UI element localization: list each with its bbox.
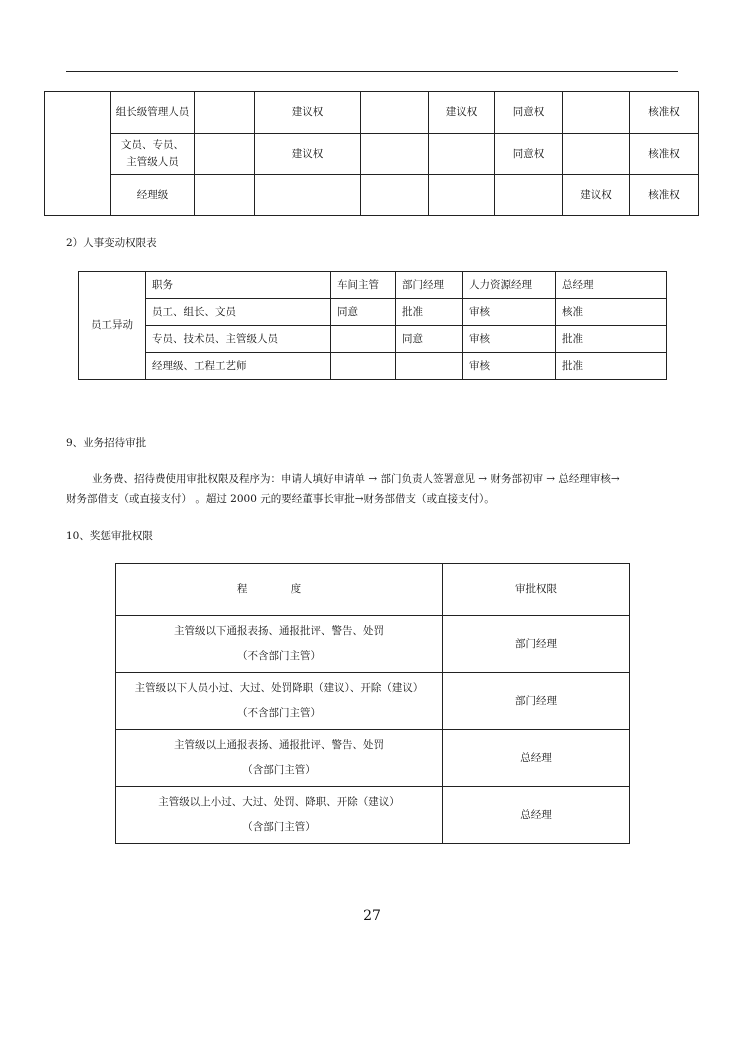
procedure-note: （含部门主管） (242, 821, 316, 833)
table-cell (116, 616, 443, 673)
table-row (79, 299, 667, 326)
table-cell: 审核 (463, 353, 556, 380)
table-row (45, 92, 699, 134)
table-cell: 经理级 (111, 175, 195, 216)
table-cell: 总经理 (443, 787, 630, 844)
column-header: 车间主管 (331, 272, 396, 299)
table-cell: 同意权 (495, 92, 563, 134)
column-header: 部门经理 (396, 272, 463, 299)
procedure-note: （不含部门主管） (237, 650, 321, 662)
table-row (116, 616, 630, 673)
table-cell (116, 787, 443, 844)
procedure-note: （不含部门主管） (237, 707, 321, 719)
row-label: 员工异动 (79, 272, 146, 380)
table-row (45, 134, 699, 175)
table-cell (195, 175, 255, 216)
paragraph-line: 财务部借支（或直接支付） 。超过 2000 元的要经董事长审批→财务部借支（或直接支付）。 (66, 493, 495, 505)
paragraph-line: 业务费、招待费使用审批权限及程序为：申请人填好申请单 → 部门负责人签署意见 → 财务部初审 → 总经理审核→ (92, 473, 620, 485)
personnel-change-table (78, 271, 667, 380)
table-header-row (116, 564, 630, 616)
section-heading: 10、奖惩审批权限 (66, 530, 153, 542)
table-cell (429, 134, 495, 175)
page-number: 27 (363, 908, 381, 924)
table-cell: 总经理 (443, 730, 630, 787)
table-cell: 核准权 (630, 175, 699, 216)
table-cell: 经理级、工程工艺师 (146, 353, 331, 380)
table-row (116, 673, 630, 730)
table-cell: 部门经理 (443, 673, 630, 730)
table-cell: 部门经理 (443, 616, 630, 673)
table-cell (116, 673, 443, 730)
table-header-row (79, 272, 667, 299)
section-heading: 9、业务招待审批 (66, 437, 147, 449)
table-cell: 建议权 (429, 92, 495, 134)
procedure-line: 主管级以上小过、大过、处罚、降职、开除（建议） (158, 796, 400, 808)
table-cell (361, 92, 429, 134)
table-cell: 核准 (556, 299, 667, 326)
table-cell (45, 92, 111, 216)
section-heading: 2）人事变动权限表 (66, 237, 157, 249)
table-row (116, 730, 630, 787)
column-header (116, 564, 443, 616)
procedure-note: （含部门主管） (242, 764, 316, 776)
reward-punishment-table (115, 563, 630, 844)
table-row (116, 787, 630, 844)
column-header: 人力资源经理 (463, 272, 556, 299)
procedure-line: 主管级以下人员小过、大过、处罚降职（建议）、开除（建议） (134, 682, 424, 694)
table-cell: 同意权 (495, 134, 563, 175)
table-cell (495, 175, 563, 216)
procedure-header: 程 度 (236, 583, 322, 595)
table-cell (331, 326, 396, 353)
table-cell (255, 175, 361, 216)
table-cell: 审核 (463, 326, 556, 353)
column-header: 职务 (146, 272, 331, 299)
procedure-line: 主管级以下通报表扬、通报批评、警告、处罚 (174, 625, 384, 637)
table-cell (195, 134, 255, 175)
table-cell (396, 353, 463, 380)
table-cell (563, 92, 630, 134)
table-cell: 同意 (331, 299, 396, 326)
table-cell: 员工、组长、文员 (146, 299, 331, 326)
table-cell: 审核 (463, 299, 556, 326)
column-header: 审批权限 (443, 564, 630, 616)
table-cell: 批准 (556, 353, 667, 380)
table-cell: 同意 (396, 326, 463, 353)
table-cell: 批准 (396, 299, 463, 326)
table-row (79, 353, 667, 380)
table-cell: 组长级管理人员 (111, 92, 195, 134)
table-row (79, 326, 667, 353)
table-cell (563, 134, 630, 175)
table-row (45, 175, 699, 216)
table-cell: 文员、专员、主管级人员 (111, 134, 195, 175)
table-cell (361, 134, 429, 175)
table-cell: 专员、技术员、主管级人员 (146, 326, 331, 353)
table-cell: 批准 (556, 326, 667, 353)
column-header: 总经理 (556, 272, 667, 299)
table-cell (361, 175, 429, 216)
table-cell: 核准权 (630, 134, 699, 175)
header-rule (66, 71, 678, 72)
table-cell (116, 730, 443, 787)
table-cell (195, 92, 255, 134)
authority-table-continued (44, 91, 699, 216)
table-cell (331, 353, 396, 380)
table-cell: 核准权 (630, 92, 699, 134)
table-cell: 建议权 (255, 92, 361, 134)
table-cell: 建议权 (563, 175, 630, 216)
table-cell (429, 175, 495, 216)
procedure-line: 主管级以上通报表扬、通报批评、警告、处罚 (174, 739, 384, 751)
table-cell: 建议权 (255, 134, 361, 175)
